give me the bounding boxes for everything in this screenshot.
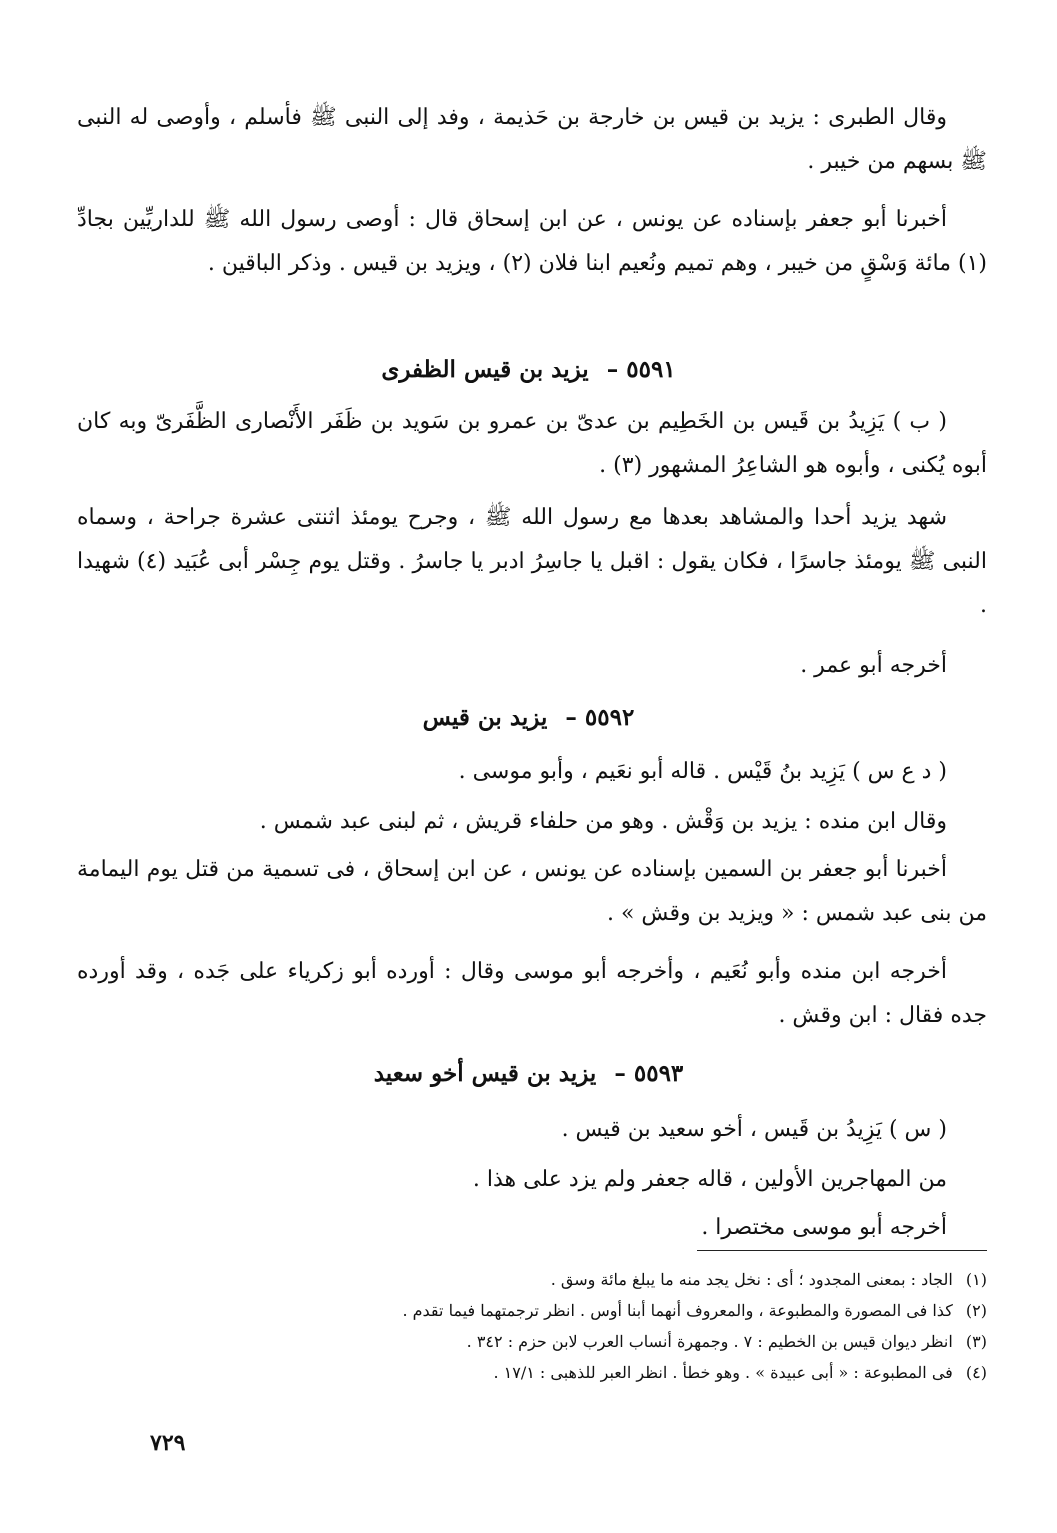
paragraph-zafari-biography: شهد يزيد أحدا والمشاهد بعدها مع رسول الله ﷺ ، وجرح يومئذ اثنتى عشرة جراحة ، وسماه النبى ﷺ يومئذ جاسرًا ، فكان يقول : اقبل يا جاسِرُ ادبر يا جاسرُ . وقتل يوم جِسْر أبى عُبَيد (٤) شهيدا . [77,505,987,618]
footnote-mark: (١) [965,1270,987,1289]
footnote-divider [697,1250,987,1251]
paragraph-brother-saeed: ( س ) يَزِيدُ بن قَيس ، أخو سعيد بن قيس . [561,1117,947,1142]
entry-title: يزيد بن قيس الظفرى [381,356,589,383]
paragraph-tabari-entry: وقال الطبرى : يزيد بن قيس بن خارجة بن حَذيمة ، وفد إلى النبى ﷺ فأسلم ، وأوصى له النبى ﷺ بسهم من خيبر . [77,105,987,174]
paragraph-zafari-lineage: ( ب ) يَزِيدُ بن قَيس بن الخَطِيم بن عدىّ بن عمرو بن سَويد بن ظَفَر الأَنْصارى الظَّفَرىّ وبه كان أبوه يُكنى ، وأبوه هو الشاعِرُ المشهور (٣) . [77,409,987,478]
footnotes-list [77,1264,987,1388]
paragraph-zafari-source: أخرجه أبو عمر . [800,653,947,678]
entry-number: ٥٥٩٢ – [565,704,635,731]
paragraph-qays-intro: ( د ع س ) يَزِيد بنُ قَيْس . قاله أبو نعَيم ، وأبو موسى . [458,759,947,784]
entry-heading-5592 [0,704,1057,731]
entry-number: ٥٥٩١ – [606,356,676,383]
footnote-text: الجاد : بمعنى المجدود ؛ أى : نخل يجد منه ما يبلغ مائة وسق . [550,1270,953,1289]
entry-heading-5593 [0,1060,1057,1087]
footnote-text: انظر ديوان قيس بن الخطيم : ٧ . وجمهرة أنساب العرب لابن حزم : ٣٤٢ . [466,1332,953,1351]
footnote-item [77,1264,987,1295]
footnote-item [77,1295,987,1326]
footnote-text: فى المطبوعة : « أبى عبيدة » . وهو خطأ . انظر العبر للذهبى : ١٧/١ . [493,1363,953,1382]
entry-title: يزيد بن قيس [422,704,548,731]
paragraph-abu-musa-source: أخرجه أبو موسى مختصرا . [701,1215,947,1240]
paragraph-qays-sources: أخرجه ابن منده وأبو نُعَيم ، وأخرجه أبو موسى وقال : أورده أبو زكرياء على جَده ، وقد أورده جده فقال : ابن وقش . [77,959,987,1028]
footnote-item [77,1326,987,1357]
paragraph-yamama-report: أخبرنا أبو جعفر بن السمين بإسناده عن يونس ، عن ابن إسحاق ، فى تسمية من قتل يوم اليمامة من بنى عبد شمس : « ويزيد بن وقش » . [77,857,987,926]
footnote-mark: (٢) [965,1301,987,1320]
footnote-mark: (٣) [965,1332,987,1351]
footnote-text: كذا فى المصورة والمطبوعة ، والمعروف أنهما أبنا أوس . انظر ترجمتهما فيما تقدم . [402,1301,953,1320]
footnote-item [77,1357,987,1388]
paragraph-ibn-mandah: وقال ابن منده : يزيد بن وَقْش . وهو من حلفاء قريش ، ثم لبنى عبد شمس . [259,809,947,834]
entry-heading-5591 [0,356,1057,383]
paragraph-bequest-report: أخبرنا أبو جعفر بإسناده عن يونس ، عن ابن إسحاق قال : أوصى رسول الله ﷺ للداريِّين بجادِّ (١) مائة وَسْقٍ من خيبر ، وهم تميم ونُعيم ابنا فلان (٢) ، ويزيد بن قيس . وذكر الباقين . [77,207,987,276]
entry-title: يزيد بن قيس أخو سعيد [373,1060,597,1087]
paragraph-muhajirin: من المهاجرين الأولين ، قاله جعفر ولم يزد على هذا . [472,1167,947,1192]
footnote-mark: (٤) [965,1363,987,1382]
page-number: ٧٢٩ [150,1430,186,1456]
entry-number: ٥٥٩٣ – [614,1060,684,1087]
